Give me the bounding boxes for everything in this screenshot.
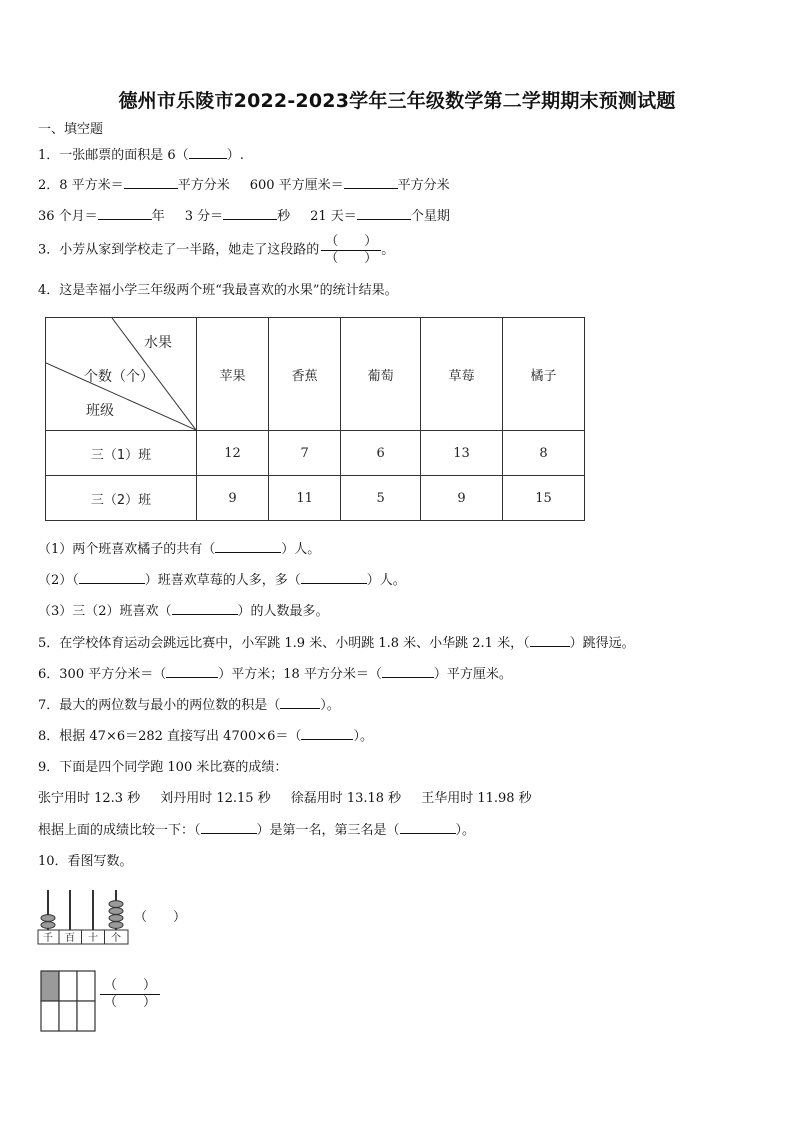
header-class: 班级 [86, 403, 114, 419]
question-9-ask: 根据上面的成绩比较一下：（ ）是第一名，第三名是（ ）。 [38, 823, 476, 838]
table-cell: 13 [421, 431, 503, 476]
header-count: 个数（个） [84, 369, 154, 385]
answer-blank[interactable] [301, 571, 367, 584]
table-row [46, 476, 585, 521]
answer-blank[interactable] [301, 727, 353, 740]
answer-blank[interactable] [79, 571, 145, 584]
grid-cell [77, 971, 95, 1001]
answer-blank[interactable] [166, 665, 218, 678]
question-2-line-2: 36 个月＝ 年 3 分＝ 秒 21 天＝ 个星期 [38, 209, 450, 224]
answer-blank[interactable] [201, 821, 257, 834]
abacus-bead [109, 915, 123, 922]
answer-blank[interactable] [124, 176, 178, 189]
question-9: 9．下面是四个同学跑 100 米比赛的成绩： [38, 760, 288, 775]
question-4-sub-3: （3）三（2）班喜欢（ ）的人数最多。 [38, 604, 329, 619]
abacus-place-label: 百 [65, 933, 75, 944]
answer-blank[interactable] [357, 207, 411, 220]
row-label: 三（1）班 [46, 431, 197, 476]
answer-blank[interactable] [223, 207, 277, 220]
abacus-place-label: 千 [43, 933, 53, 944]
grid-cell [41, 1001, 59, 1031]
table-cell: 9 [197, 476, 269, 521]
table-cell: 7 [269, 431, 341, 476]
fruit-header: 橘子 [503, 318, 585, 431]
page-title: 德州市乐陵市2022-2023学年三年级数学第二学期期末预测试题 [118, 90, 676, 112]
grid-figure [40, 970, 98, 1032]
answer-blank[interactable] [344, 176, 398, 189]
answer-blank[interactable] [172, 602, 238, 615]
question-4-sub-2: （2）（ ）班喜欢草莓的人多，多（ ）人。 [38, 573, 406, 588]
fruit-stat-table [45, 317, 585, 521]
grid-cell-shaded [41, 971, 59, 1001]
grid-cell [59, 1001, 77, 1031]
table-cell: 8 [503, 431, 585, 476]
fruit-header: 草莓 [421, 318, 503, 431]
table-cell: 15 [503, 476, 585, 521]
question-5: 5．在学校体育运动会跳远比赛中，小军跳 1.9 米、小明跳 1.8 米、小华跳 2.1 米，（ ）跳得远。 [38, 636, 635, 651]
answer-blank[interactable] [98, 207, 152, 220]
abacus-bead [41, 915, 55, 922]
fraction-answer[interactable]: $\frac{( )}{( )}$ [321, 234, 381, 267]
answer-blank[interactable] [530, 634, 570, 647]
row-label: 三（2）班 [46, 476, 197, 521]
abacus-place-label: 十 [88, 933, 98, 944]
race-results: 张宁用时 12.3 秒 刘丹用时 12.15 秒 徐磊用时 13.18 秒 王华用时 11.98 秒 [38, 791, 532, 806]
table-cell: 6 [341, 431, 421, 476]
table-cell: 5 [341, 476, 421, 521]
question-3: 3．小芳从家到学校走了一半路，她走了这段路的 $\frac{( )}{( )}$ 。 [38, 234, 395, 266]
answer-blank[interactable] [215, 540, 281, 553]
fruit-header: 香蕉 [269, 318, 341, 431]
grid-cell [59, 971, 77, 1001]
fruit-header: 苹果 [197, 318, 269, 431]
question-8: 8．根据 47×6＝282 直接写出 4700×6＝（ ）。 [38, 729, 373, 744]
question-10: 10．看图写数。 [38, 854, 133, 869]
answer-blank[interactable] [400, 821, 456, 834]
abacus-bead [41, 922, 55, 929]
question-6: 6．300 平方分米＝（ ）平方米；18 平方分米＝（ ）平方厘米。 [38, 667, 512, 682]
abacus-answer[interactable]: （ ） [134, 910, 187, 925]
question-4: 4．这是幸福小学三年级两个班“我最喜欢的水果”的统计结果。 [38, 283, 398, 298]
table-row [46, 431, 585, 476]
table-cell: 9 [421, 476, 503, 521]
table-cell: 12 [197, 431, 269, 476]
question-1: 1．一张邮票的面积是 6（ ）. [38, 148, 244, 163]
section-heading: 一、填空题 [38, 122, 104, 137]
abacus-place-label: 个 [111, 933, 121, 944]
diagonal-header-cell [46, 318, 197, 431]
grid-fraction-answer[interactable]: $\frac{( )}{( )}$ [98, 978, 160, 1011]
answer-blank[interactable] [280, 696, 320, 709]
grid-cell [77, 1001, 95, 1031]
answer-blank[interactable] [382, 665, 434, 678]
answer-blank[interactable] [189, 146, 227, 159]
abacus-figure [36, 888, 132, 946]
abacus-bead [109, 901, 123, 908]
table-cell: 11 [269, 476, 341, 521]
question-7: 7．最大的两位数与最小的两位数的积是（ ）。 [38, 698, 340, 713]
question-2-line-1: 2．8 平方米＝ 平方分米 600 平方厘米＝ 平方分米 [38, 178, 450, 193]
abacus-bead [109, 908, 123, 915]
abacus-bead [109, 922, 123, 929]
fruit-header: 葡萄 [341, 318, 421, 431]
question-4-sub-1: （1）两个班喜欢橘子的共有（ ）人。 [38, 542, 321, 557]
header-fruit: 水果 [144, 335, 172, 351]
